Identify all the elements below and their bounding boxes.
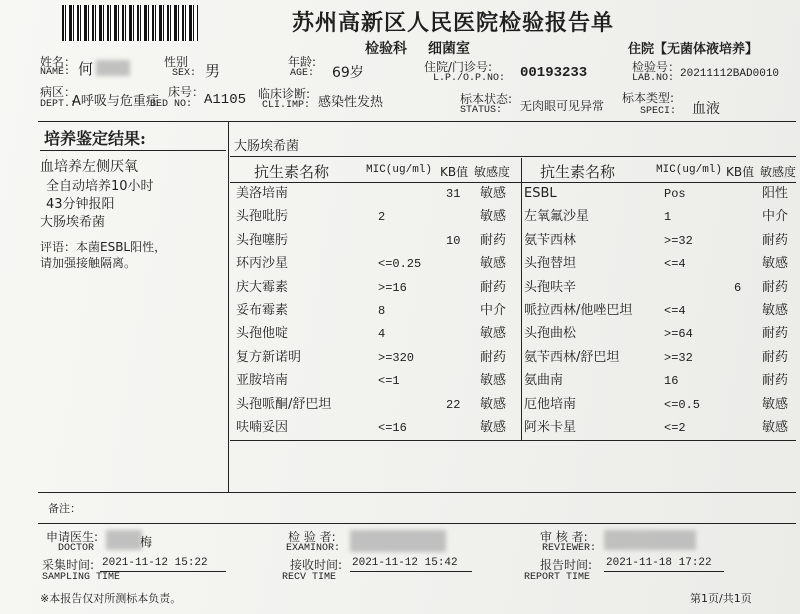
- result-row-right: [0, 253, 800, 275]
- remarks-label: 备注：: [48, 502, 81, 515]
- antibiotic-name: 氨苄西林/舒巴坦: [524, 349, 620, 365]
- antibiotic-name: 头孢吡肟: [236, 209, 289, 225]
- result-row-right: [0, 347, 800, 369]
- report-underline: [604, 571, 724, 572]
- sensitivity-value: 耐药: [762, 279, 789, 295]
- report-time: 2021-11-18 17:22: [606, 557, 712, 569]
- recv-label-en: RECV TIME: [282, 572, 337, 583]
- sensitivity-value: 耐药: [762, 373, 789, 389]
- report-label-en: REPORT TIME: [524, 572, 591, 583]
- header-sens-left: 敏感度: [474, 165, 511, 179]
- reviewer-label: 审 核 者:: [540, 530, 588, 544]
- disclaimer: ※本报告仅对所测标本负责。: [40, 592, 182, 605]
- reviewer-label-en: REVIEWER:: [542, 543, 597, 554]
- organism-title: 大肠埃希菌: [234, 139, 300, 154]
- organism-rule: [230, 156, 796, 157]
- speci-label: 标本类型:: [622, 91, 675, 105]
- mic-value: 8: [378, 304, 386, 318]
- sex-value: 男: [205, 62, 221, 80]
- examinor-label-en: EXAMINOR:: [286, 543, 341, 554]
- culture-heading: 培养鉴定结果:: [44, 129, 146, 148]
- sensitivity-value: 耐药: [762, 326, 789, 342]
- mic-value: >=16: [378, 280, 407, 295]
- antibiotic-name: ESBL: [524, 186, 557, 201]
- redacted-name: [96, 60, 130, 76]
- sampling-time: 2021-11-12 15:22: [102, 557, 208, 569]
- sampling-label-en: SAMPLING TIME: [42, 572, 121, 583]
- sensitivity-value: 敏感: [762, 303, 789, 318]
- dept-value: A呼吸与危重症: [72, 94, 159, 109]
- antibiotic-name: 妥布霉素: [236, 303, 289, 318]
- examinor-label: 检 验 者:: [288, 530, 336, 544]
- table-top-rule: [38, 121, 796, 122]
- result-row-right: [0, 230, 800, 252]
- sensitivity-value: 敏感: [480, 326, 507, 342]
- sex-label: 性别: [164, 55, 189, 69]
- sensitivity-value: 敏感: [480, 256, 507, 272]
- status-label: 标本状态:: [460, 92, 513, 106]
- antibiotic-name: 庆大霉素: [236, 279, 289, 295]
- status-label-en: STATUS:: [460, 105, 503, 116]
- header-antibiotic-left: 抗生素名称: [254, 163, 330, 181]
- header-antibiotic-right: 抗生素名称: [540, 163, 616, 181]
- result-row-right: [0, 417, 800, 439]
- header-kb-left: KB值: [440, 165, 469, 179]
- result-row-right: [0, 206, 800, 228]
- sensitivity-value: 耐药: [480, 349, 507, 365]
- mic-value: <=0.25: [378, 257, 422, 272]
- doctor-name-tail: 梅: [140, 535, 153, 549]
- mic-value: <=0.5: [664, 397, 701, 412]
- lp-label-en: L.P./O.P.NO:: [433, 73, 506, 84]
- antibiotic-name: 头孢哌酮/舒巴坦: [236, 396, 332, 412]
- result-row-right: [0, 370, 800, 392]
- dept-label-en: DEPT.:: [40, 99, 77, 110]
- speci-value: 血液: [692, 101, 720, 117]
- recv-label: 接收时间:: [290, 558, 343, 572]
- bed-label-en: BED NO:: [150, 99, 193, 110]
- header-mic-right: MIC(ug/ml): [656, 164, 723, 176]
- culture-line-1: 血培养左侧厌氧: [40, 159, 138, 175]
- table-bottom-rule: [38, 492, 796, 493]
- header-mic-left: MIC(ug/ml): [366, 164, 433, 176]
- sensitivity-value: 敏感: [762, 256, 789, 272]
- redacted-reviewer: [604, 530, 696, 550]
- kb-value: 10: [446, 233, 461, 248]
- sex-label-en: SEX:: [172, 68, 197, 79]
- speci-label-en: SPECI:: [640, 106, 677, 117]
- mic-value: <=1: [378, 374, 400, 389]
- age-value: 69岁: [332, 65, 364, 81]
- mic-value: <=16: [378, 421, 407, 435]
- mic-value: 16: [664, 374, 679, 389]
- footer-top-rule: [38, 523, 796, 524]
- sampling-underline: [100, 571, 226, 572]
- sensitivity-value: 敏感: [762, 420, 789, 435]
- antibiotic-name: 头孢他啶: [236, 326, 289, 342]
- antibiotic-name: 头孢呋辛: [524, 279, 577, 295]
- culture-line-2: 全自动培养10小时: [46, 179, 154, 194]
- culture-heading-rule: [40, 150, 226, 151]
- sampling-label: 采集时间:: [42, 558, 95, 572]
- clinical-label-en: CLI.IMP:: [262, 100, 311, 111]
- lp-label: 住院/门诊号:: [424, 60, 493, 74]
- lab-no-label: 检验号：: [632, 60, 681, 74]
- antibiotic-name: 头孢噻肟: [236, 232, 289, 248]
- sensitivity-value: 敏感: [480, 396, 507, 412]
- antibiotic-name: 亚胺培南: [236, 373, 289, 389]
- sensitivity-value: 耐药: [480, 232, 507, 248]
- mic-value: >=64: [664, 327, 693, 342]
- department: 检验科: [365, 41, 407, 57]
- mic-value: >=32: [664, 350, 693, 365]
- lp-value: 00193233: [520, 65, 588, 81]
- recv-underline: [350, 571, 472, 572]
- age-label-en: AGE:: [290, 68, 315, 79]
- culture-comment-1: 评语：本菌ESBL阳性，: [40, 240, 167, 254]
- culture-line-3: 43分钟报阳: [46, 197, 115, 212]
- antibiotic-name: 复方新诺明: [236, 349, 302, 365]
- result-row-right: [0, 394, 800, 416]
- bed-value: A1105: [204, 92, 247, 108]
- header-sens-right: 敏感度: [760, 165, 797, 179]
- antibiotic-name: 头孢曲松: [524, 326, 577, 342]
- report-title: 苏州高新区人民医院检验报告单: [292, 10, 615, 36]
- sensitivity-value: 耐药: [762, 232, 789, 248]
- doctor-label-en: DOCTOR: [58, 543, 95, 554]
- mic-value: 2: [378, 210, 386, 225]
- sensitivity-value: 耐药: [480, 279, 507, 295]
- clinical-label: 临床诊断:: [258, 87, 311, 101]
- mic-value: 4: [378, 327, 386, 342]
- result-row-right: [0, 277, 800, 299]
- antibiotic-name: 阿米卡星: [524, 420, 577, 435]
- ward-type: 住院【无菌体液培养】: [628, 42, 759, 57]
- page-number: 第1页/共1页: [690, 592, 752, 605]
- name-label: 姓名：: [40, 55, 77, 69]
- kb-value: 22: [446, 397, 461, 412]
- doctor-label: 申请医生:: [46, 530, 99, 544]
- mic-value: >=32: [664, 233, 693, 248]
- result-row-right: [0, 300, 800, 322]
- mic-value: 1: [664, 210, 672, 225]
- mic-value: Pos: [664, 187, 686, 201]
- sensitivity-value: 阳性: [762, 186, 789, 201]
- clinical-value: 感染性发热: [318, 95, 384, 110]
- results-end-rule: [230, 440, 796, 441]
- section: 细菌室: [428, 41, 470, 57]
- kb-value: 6: [734, 280, 742, 295]
- result-row-right: [0, 183, 800, 205]
- mic-value: <=4: [664, 257, 686, 272]
- report-label: 报告时间:: [540, 558, 593, 572]
- redacted-examinor: [350, 530, 446, 552]
- result-row-right: [0, 323, 800, 345]
- kb-value: 31: [446, 187, 461, 201]
- sensitivity-value: 耐药: [762, 349, 789, 365]
- recv-time: 2021-11-12 15:42: [352, 557, 458, 569]
- antibiotic-name: 头孢替坦: [524, 256, 577, 272]
- bed-label: 床号：: [168, 85, 205, 99]
- status-value: 无肉眼可见异常: [520, 99, 605, 113]
- sensitivity-value: 敏感: [480, 186, 507, 201]
- redacted-doctor: [106, 530, 142, 550]
- antibiotic-name: 呋喃妥因: [236, 420, 289, 435]
- age-label: 年龄:: [288, 55, 317, 69]
- sensitivity-value: 敏感: [480, 373, 507, 389]
- antibiotic-name: 氨苄西林: [524, 232, 577, 248]
- barcode: [62, 5, 198, 41]
- mic-value: <=4: [664, 304, 686, 318]
- culture-organism: 大肠埃希菌: [40, 215, 106, 230]
- header-kb-right: KB值: [726, 165, 755, 179]
- sensitivity-value: 中介: [480, 303, 507, 318]
- patient-name: 何: [78, 60, 94, 78]
- antibiotic-name: 厄他培南: [524, 396, 577, 412]
- sensitivity-value: 敏感: [480, 209, 507, 225]
- mic-value: <=2: [664, 421, 686, 435]
- antibiotic-name: 美洛培南: [236, 186, 289, 201]
- sensitivity-value: 中介: [762, 209, 789, 225]
- name-label-en: NAME:: [40, 67, 71, 78]
- lab-no-label-en: LAB.NO:: [632, 73, 675, 84]
- antibiotic-name: 环丙沙星: [236, 256, 289, 272]
- culture-comment-2: 请加强接触隔离。: [40, 256, 137, 270]
- antibiotic-name: 哌拉西林/他唑巴坦: [524, 303, 633, 318]
- lab-no-value: 20211112BAD0010: [680, 68, 780, 80]
- sensitivity-value: 敏感: [480, 420, 507, 435]
- sensitivity-value: 敏感: [762, 396, 789, 412]
- mic-value: >=320: [378, 350, 415, 365]
- antibiotic-name: 左氧氟沙星: [524, 209, 590, 225]
- antibiotic-name: 氨曲南: [524, 373, 564, 389]
- dept-label: 病区：: [40, 85, 77, 99]
